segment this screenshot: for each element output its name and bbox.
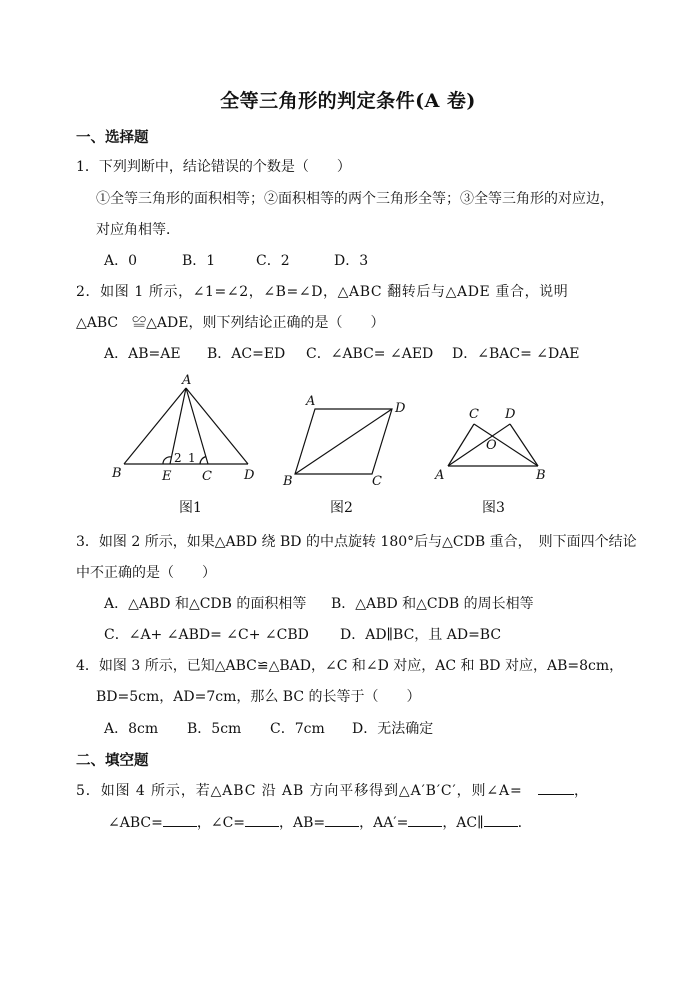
q5-label-angle-abc: ∠ABC= xyxy=(108,815,163,831)
q2-stem-cont: △ABC ≌△ADE，则下列结论正确的是（ ） xyxy=(76,315,385,331)
segment-cb-fig3 xyxy=(474,424,538,466)
fig3-label-c: C xyxy=(469,407,479,422)
fig1-label-c: C xyxy=(202,469,212,484)
q2-option-a: A．AB=AE xyxy=(104,346,181,362)
q5-label-aa-prime: ，AA′= xyxy=(359,815,409,831)
q5-label-ab: ，AB= xyxy=(279,815,326,831)
q5-line2 xyxy=(108,812,522,832)
section-heading-choice: 一、选择题 xyxy=(76,129,149,146)
q5-blank-angle-a[interactable] xyxy=(538,782,574,795)
q1-option-d: D．3 xyxy=(334,253,369,269)
fig1-angle-label-1: 1 xyxy=(188,451,196,465)
q2-stem: 2．如图 1 所示，∠1=∠2，∠B=∠D，△ABC 翻转后与△ADE 重合，说明 xyxy=(76,284,569,300)
q1-option-c: C．2 xyxy=(256,253,290,269)
fig1-label-d: D xyxy=(244,468,255,483)
q4-option-b: B．5cm xyxy=(187,721,242,737)
q3-stem-cont: 中不正确的是（ ） xyxy=(76,565,216,581)
q4-stem: 4．如图 3 所示，已知△ABC≌△BAD，∠C 和∠D 对应，AC 和 BD 对应，AB=8cm， xyxy=(76,658,624,674)
diagonal-bd xyxy=(295,409,392,474)
q3-option-b: B．△ABD 和△CDB 的周长相等 xyxy=(331,596,534,612)
q5-blank-ab[interactable] xyxy=(325,814,359,827)
segment-bd-fig3 xyxy=(510,424,538,466)
fig1-label-a: A xyxy=(182,373,192,388)
q5-period: . xyxy=(517,815,523,831)
figure-1-triangle-diagram xyxy=(108,372,268,484)
q3-option-a: A．△ABD 和△CDB 的面积相等 xyxy=(104,596,307,612)
q1-option-b: B．1 xyxy=(182,253,216,269)
segment-ac-fig3 xyxy=(448,424,474,466)
fig2-label-a: A xyxy=(306,394,316,409)
figure-3-caption: 图3 xyxy=(482,500,505,516)
fig1-label-e: E xyxy=(162,469,172,484)
q5-stem-end: ， xyxy=(574,783,589,799)
q3-option-d: D．AD∥BC，且 AD=BC xyxy=(340,627,502,643)
q3-option-c: C．∠A+ ∠ABD= ∠C+ ∠CBD xyxy=(104,627,309,643)
q1-stem: 1．下列判断中，结论错误的个数是（ ） xyxy=(76,159,351,175)
page-title: 全等三角形的判定条件(A 卷) xyxy=(220,90,476,112)
q4-option-a: A．8cm xyxy=(104,721,159,737)
q5-blank-angle-abc[interactable] xyxy=(163,814,197,827)
segment-da-fig3 xyxy=(448,424,510,466)
q5-blank-ac-parallel[interactable] xyxy=(484,814,518,827)
q2-option-b: B．AC=ED xyxy=(207,346,286,362)
q2-option-d: D．∠BAC= ∠DAE xyxy=(452,346,580,362)
q1-statements: ①全等三角形的面积相等；②面积相等的两个三角形全等；③全等三角形的对应边， xyxy=(96,191,614,207)
q1-option-a: A．0 xyxy=(104,253,138,269)
fig2-label-b: B xyxy=(283,474,293,489)
figure-3-crossed-triangles-diagram xyxy=(430,402,555,487)
fig3-label-d: D xyxy=(505,407,516,422)
q5-label-angle-c: ，∠C= xyxy=(196,815,246,831)
section-heading-fill: 二、填空题 xyxy=(76,752,149,769)
figure-2-caption: 图2 xyxy=(330,500,353,516)
q5-label-ac-parallel: ，AC∥ xyxy=(442,815,484,831)
fig1-angle-label-2: 2 xyxy=(174,451,182,465)
q2-option-c: C．∠ABC= ∠AED xyxy=(306,346,434,362)
q5-stem-text: 5．如图 4 所示，若△ABC 沿 AB 方向平移得到△A′B′C′，则∠A= xyxy=(76,783,523,799)
q4-option-d: D．无法确定 xyxy=(352,721,434,737)
fig3-label-o: O xyxy=(486,438,497,453)
fig3-label-b: B xyxy=(536,468,546,483)
fig1-label-b: B xyxy=(112,466,122,481)
q4-stem-cont: BD=5cm，AD=7cm，那么 BC 的长等于（ ） xyxy=(96,689,421,705)
q3-stem: 3．如图 2 所示，如果△ABD 绕 BD 的中点旋转 180°后与△CDB 重合， 则下面四个结论 xyxy=(76,534,637,550)
fig2-label-d: D xyxy=(395,401,406,416)
q5-blank-aa-prime[interactable] xyxy=(408,814,442,827)
q5-stem xyxy=(76,780,589,800)
q4-option-c: C．7cm xyxy=(270,721,325,737)
q1-statements-cont: 对应角相等． xyxy=(96,222,180,238)
figure-1-caption: 图1 xyxy=(179,500,202,516)
fig3-label-a: A xyxy=(435,468,445,483)
q5-blank-angle-c[interactable] xyxy=(245,814,279,827)
figure-2-parallelogram-diagram xyxy=(280,392,410,492)
angle-1-arc xyxy=(200,457,206,465)
fig2-label-c: C xyxy=(372,474,382,489)
